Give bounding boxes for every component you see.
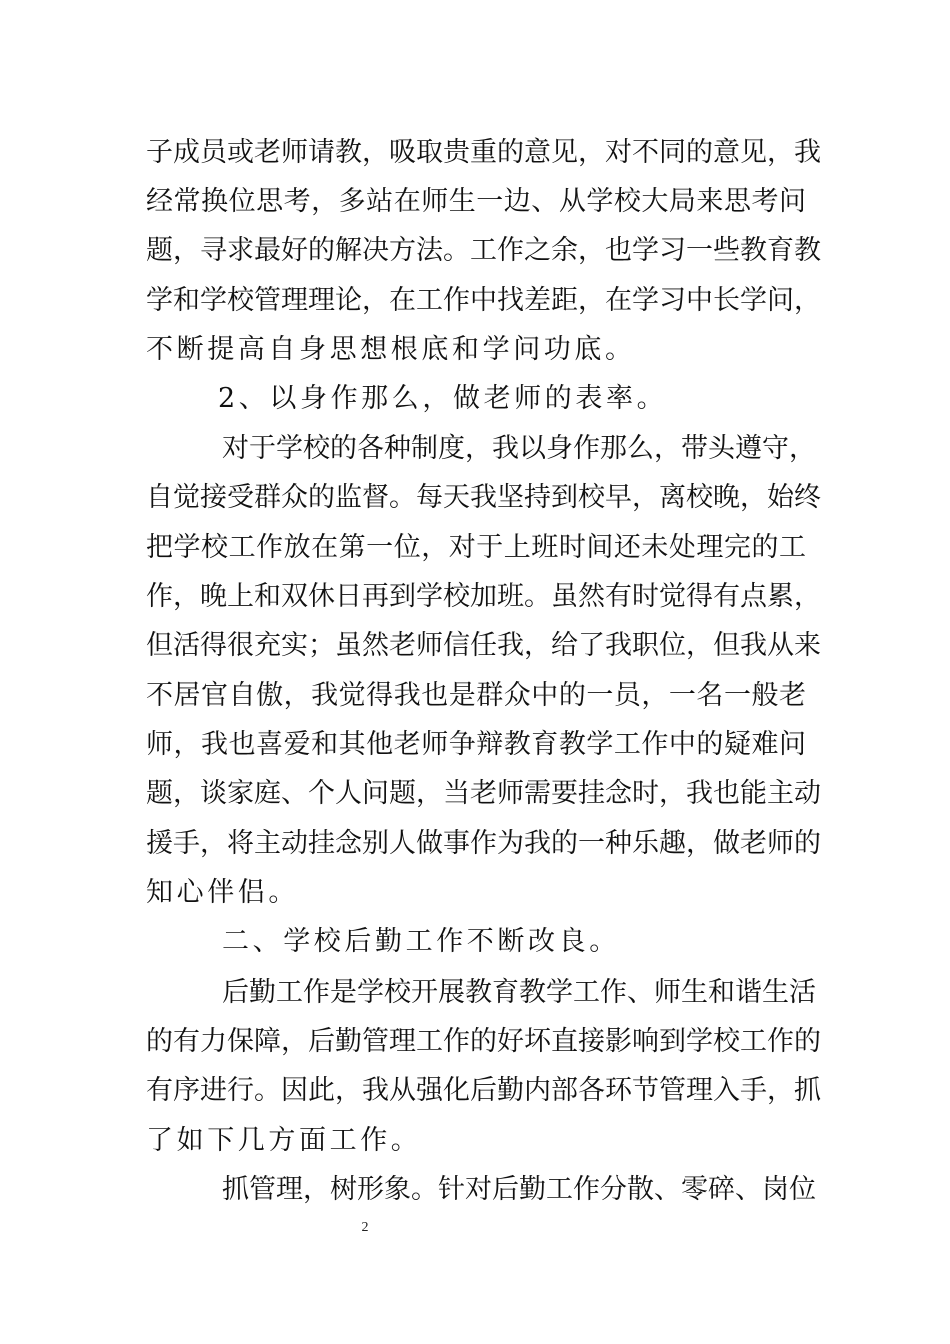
text-line: 不断提高自身思想根底和学问功底。 bbox=[146, 334, 636, 365]
text-line: 题，谈家庭、个人问题，当老师需要挂念时，我也能主动 bbox=[146, 778, 821, 809]
text-line: 子成员或老师请教，吸取贵重的意见，对不同的意见，我 bbox=[146, 137, 821, 168]
text-line: 的有力保障，后勤管理工作的好坏直接影响到学校工作的 bbox=[146, 1026, 821, 1057]
section-heading: 二、学校后勤工作不断改良。 bbox=[222, 926, 620, 957]
text-line: 经常换位思考，多站在师生一边、从学校大局来思考问 bbox=[146, 186, 806, 217]
text-line: 题，寻求最好的解决方法。工作之余，也学习一些教育教 bbox=[146, 235, 821, 266]
text-line: 自觉接受群众的监督。每天我坚持到校早，离校晚，始终 bbox=[146, 482, 821, 513]
text-line: 知心伴侣。 bbox=[146, 877, 299, 908]
text-line: 有序进行。因此，我从强化后勤内部各环节管理入手，抓 bbox=[146, 1075, 821, 1106]
text-line: 后勤工作是学校开展教育教学工作、师生和谐生活 bbox=[222, 977, 816, 1008]
text-line: 作，晚上和双休日再到学校加班。虽然有时觉得有点累， bbox=[146, 581, 821, 612]
text-line: 不居官自傲，我觉得我也是群众中的一员，一名一般老 bbox=[146, 680, 806, 711]
text-line: 把学校工作放在第一位，对于上班时间还未处理完的工 bbox=[146, 532, 806, 563]
section-heading: 2、以身作那么，做老师的表率。 bbox=[218, 383, 668, 414]
text-line: 师，我也喜爱和其他老师争辩教育教学工作中的疑难问 bbox=[146, 729, 806, 760]
text-line: 学和学校管理理论，在工作中找差距，在学习中长学问， bbox=[146, 285, 821, 316]
text-line: 对于学校的各种制度，我以身作那么，带头遵守， bbox=[222, 433, 816, 464]
text-line: 援手，将主动挂念别人做事作为我的一种乐趣，做老师的 bbox=[146, 828, 821, 859]
text-line: 了如下几方面工作。 bbox=[146, 1125, 422, 1156]
text-line: 但活得很充实；虽然老师信任我，给了我职位，但我从来 bbox=[146, 630, 821, 661]
text-line: 抓管理，树形象。针对后勤工作分散、零碎、岗位 bbox=[222, 1174, 816, 1205]
page-number: 2 bbox=[361, 1220, 369, 1235]
